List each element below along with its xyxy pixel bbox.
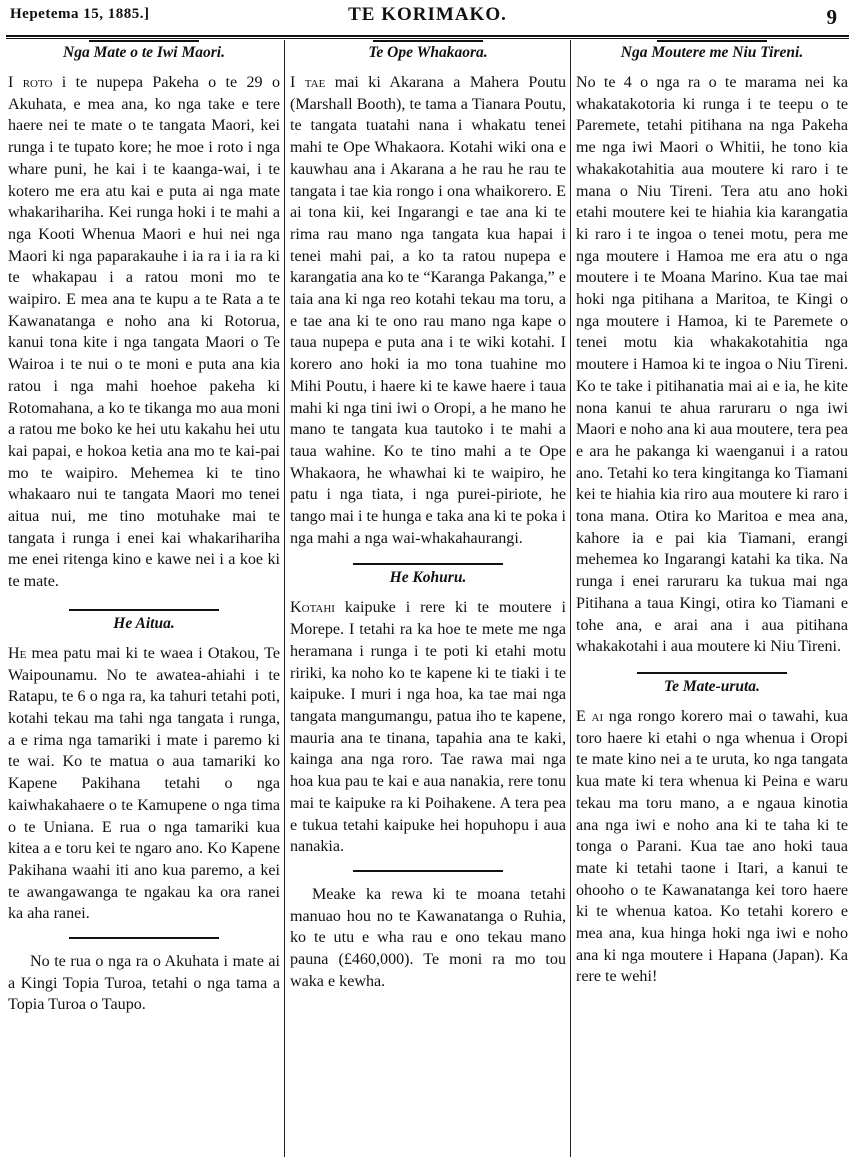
article-text: mai ki Akarana a Mahera Poutu (Marshall Booth), te tama a Tianara Poutu, te tangata tuatahi nana i whakatu tenei mahi te Ope Whakaora. Kotahi wiki ona e kauwhau ana i Akarana a he rau he rau te tangata i tae kia rongo i ona whaikorero. E ai tona kii, kei Ingarangi e tae ana ki te rima rau mano nga tangata kua hapai i tenei mahi pai, a ko ta ratou nupepa e karangatia ana ko te “Karanga Pakanga,” e taia ana ki nga reo kotahi tekau ma toru, a e tae ana ki te ono rau mano nga kape o taua nupepa e puta ana i te wiki kotahi. I korero ano hoki ia mo tona tuahine mo Mihi Poutu, i haere ki te kawe haere i taua mahi ki nga tini iwi o Oropi, a he mano he mano te tangata kua tautoko i te mahi a taua wahine. Ko te tino mahi a te Ope Whakaora, he whawhai ki te waipiro, he patu i nga tiata, i nga purei-piriote, he tango mai i te hunga e taka ana ki te poka i nga mahi a nga wai-whakahaurangi. [290, 74, 566, 547]
column-2 [290, 40, 566, 1157]
article-body [8, 72, 280, 593]
article-text: mea patu mai ki te waea i Otakou, Te Waipounamu. No te awatea-ahiahi i te Ratapu, te 6 o nga ra, ka tahuri tetahi poti, kotahi tekau ma tahi nga tangata i runga, a e rima nga tamariki i mate i paremo ki te wai. Ko te matua o aua tamariki ko Kapene Pakihana tetahi o nga kaiwhakahaere o te Kamupene o nga tima o te Uniana. E rua o nga tamariki kua kitea a e toru kei te ngaro ano. Ko Kapene Pakihana waahi iti ano kua paremo, a kei te awangawanga te ngakau ka ora ranei ka aha ranei. [8, 644, 280, 923]
article-body [576, 706, 848, 988]
issue-date: Hepetema 15, 1885.] [10, 6, 150, 22]
section-rule [69, 937, 219, 939]
article-text: i te nupepa Pakeha o te 29 o Akuhata, e mea ana, ko nga take e tere haere nei te mate o te tangata Maori, kei runga i te tupato kore; he moe i roto i nga whare puni, he kai i te kaanga-wai, i te kotero me era atu kai e puta ai nga mate whakarihariha. Kei runga hoki i te mahi a nga Kooti Whenua Maori e hui nei nga Maori ki nga paparakauhe i ia ra i ia ra ki te whakapau i a ratou moni mo te waipiro. E mea ana te kupu a te Rata a te Kawanatanga e noho ana ki Rotorua, kanui tona kite i nga tangata Maori o Te Wairoa i te nui o te moni e puta ana kia ratou i nga mahi hoehoe pakeha ki Rotomahana, a ko te tikanga mo aua moni a ratou me boko ke hei utu kakahu hei utu kai papai, e hokoa ketia ana mo te kai-pai mo te waipiro. Mehemea ki te tino whakaaro nui te tangata Maori mo tenei aitua nui, me tino motuhake mai te tangata i runga i enei kai whakarihariha me enei ritenga kino e kawe nei i a koe ki te mate. [8, 74, 280, 591]
header-rule [6, 35, 849, 37]
column-divider-1 [284, 40, 285, 1157]
heading-rule [89, 40, 199, 42]
article-text: kaipuke i rere ki te moutere i Morepe. I tetahi ra ka hoe te mete me nga heramana i runga i te poti ki etahi motu ririki, ka noho ko te kapene ki te tiaki i te kaipuke. I muri i nga hoa, ka tae mai nga tangata mangumangu, patua iho te kapene, mauria ana te tinana, tapahia ana te kaki, kainga ana nga roro. Tae rawa mai nga hoa kua pau te kai e aua nanakia, rere tonu mai te kaipuke ra ki Poihakene. A tera pea e tukua tetahi kaipuke hei hopuhopu i aua nanakia. [290, 599, 566, 856]
article-text: nga rongo korero mai o tawahi, kua toro haere ki etahi o nga whenua i Oropi te mate kino nei a te uruta, ko nga tangata kua mate ki tera whenua ki Peina e waru tekau ma toru mano, a e ngaua kinotia ana nga iwi e noho ana ki te taha ki te tonga o Parani. Kua tae ano hoki taua mate ki tetahi taone i Itari, a kanui te ohooho o te Kawanatanga kei toro haere ki te whenua katoa. Ko tetahi korero e mea ana, kua hinga hoki nga iwi e noho ana ki nga moutere i Hapana (Japan). Ka rere te wehi! [576, 707, 848, 986]
heading-rule [657, 40, 767, 42]
lead-in: E ai [576, 707, 604, 725]
article-heading: Nga Moutere me Niu Tireni. [620, 44, 804, 61]
section-rule [353, 870, 503, 872]
page-number: 9 [826, 5, 837, 29]
lead-in: He [8, 644, 27, 662]
lead-in: I roto [8, 74, 53, 91]
article-heading: He Kohuru. [389, 569, 467, 587]
heading-rule [373, 40, 483, 42]
article-body: No te rua o nga ra o Akuhata i mate ai a Kingi Topia Turoa, tetahi o nga tama a Topia Turoa o Taupo. [8, 953, 280, 1014]
article-heading: Te Mate-uruta. [664, 677, 760, 695]
article-heading: Te Ope Whakaora. [368, 44, 488, 61]
section-rule [69, 609, 219, 611]
article-body: No te 4 o nga ra o te marama nei ka whakatakotoria ki runga i te teepu o te Paremete, tetahi pitihana na nga Pakeha me nga iwi Maori o Whitii, he tono kia whakakotahitia aua moutere ki raro i te mana o Niu Tireni. Tera atu ano hoki etahi moutere kei te hiahia kia karangatia ki raro i te ingoa o tenei motu, pera me nga moutere i Hamoa me era atu o nga moutere i te Moana Marino. Kua tae mai hoki nga pitihana a Maritoa, te Kingi o nga moutere i Hamoa, ki te Paremete o tenei motu kia whakakotahitia nga moutere i Hamoa ki te ingoa o Niu Tireni. Ko te take i pitihanatia mai ai e ia, he kite nona kanui te ahua raruraru o nga iwi Maori e noho ana ki aua moutere, tera pea e ara he pakanga ki waenganui i a ratou ano. Tetahi ko tera kingitanga ko Tiamani kei te hiahia kia riro aua moutere ki raro i tona mana. Otira ko Maritoa e mea ana, kahore ia e pai kia Tiamani, erangi mehemea ko Ingarangi katahi ka tika. Na runga i enei raruraru ka tukua mai nga Pitihana a taua Kingi, otira ko Tiamani e tohe ana, e arai ana i aua pitihana whakakotahi i aua moutere ki Niu Tireni. [576, 74, 848, 656]
article-body [8, 643, 280, 925]
masthead [0, 0, 855, 36]
article-heading: He Aitua. [113, 614, 175, 632]
article-body: Meake ka rewa ki te moana tetahi manuao hou no te Kawanatanga o Ruhia, ko te utu e wha rau e ono tekau mano pauna (£460,000). Te moni ra mo tou waka e kewha. [290, 885, 566, 990]
column-divider-2 [570, 40, 571, 1157]
header-rule-thin [6, 38, 849, 39]
column-1 [8, 40, 280, 1157]
newspaper-title: TE KORIMAKO. [348, 4, 507, 25]
article-heading: Nga Mate o te Iwi Maori. [63, 44, 225, 61]
column-3 [576, 40, 848, 1157]
section-rule [637, 672, 787, 674]
article-body [290, 597, 566, 857]
lead-in: I tae [290, 74, 326, 91]
article-body [290, 72, 566, 549]
section-rule [353, 563, 503, 565]
lead-in: Kotahi [290, 599, 335, 617]
